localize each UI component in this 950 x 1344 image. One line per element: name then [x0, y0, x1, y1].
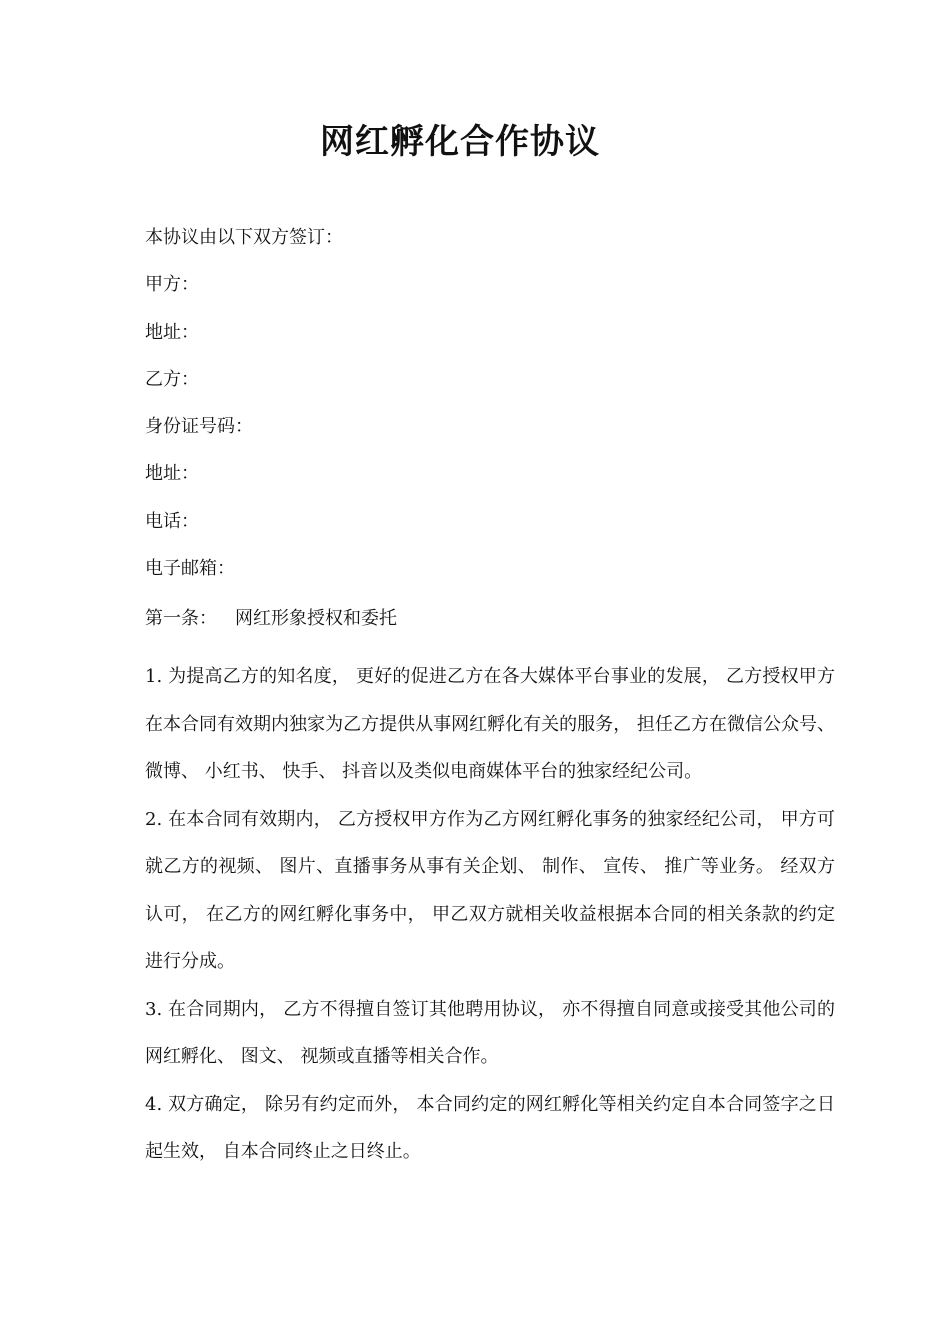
clause-2: [145, 796, 835, 986]
clause-4-text: 4. 双方确定， 除另有约定而外， 本合同约定的网红孵化等相关约定自本合同签字之日起生效， 自本合同终止之日终止。: [145, 1093, 835, 1162]
clause-4: [145, 1081, 835, 1176]
article-1-section: [145, 607, 835, 1176]
party-b-id-number-label: 身份证号码：: [145, 416, 253, 438]
article-1-heading: [145, 607, 835, 631]
clause-3-text: 3. 在合同期内， 乙方不得擅自签订其他聘用协议， 亦不得擅自同意或接受其他公司的网红孵化、 图文、 视频或直播等相关合作。: [145, 998, 835, 1067]
article-1-title: 网红形象授权和委托: [235, 608, 397, 629]
article-1-number: 第一条：: [145, 608, 217, 629]
clause-1-text: 1. 为提高乙方的知名度， 更好的促进乙方在各大媒体平台事业的发展， 乙方授权甲方在本合同有效期内独家为乙方提供从事网红孵化有关的服务， 担任乙方在微信公众号、 微博、 小红书、 快手、 抖音以及类似电商媒体平台的独家经纪公司。: [145, 666, 835, 782]
party-a-address-label: 地址：: [145, 321, 199, 343]
party-a-label: 甲方：: [145, 274, 199, 296]
clause-3: [145, 986, 835, 1081]
party-b-label: 乙方：: [145, 368, 199, 390]
party-b-email-label: 电子邮箱：: [145, 558, 235, 580]
party-b-address-label: 地址：: [145, 463, 199, 485]
clause-1: [145, 653, 835, 796]
clause-2-text: 2. 在本合同有效期内， 乙方授权甲方作为乙方网红孵化事务的独家经纪公司， 甲方可就乙方的视频、 图片、直播事务从事有关企划、 制作、 宣传、 推广等业务。 经双方认可， 在乙方的网红孵化事务中， 甲乙双方就相关收益根据本合同的相关条款的约定进行分成。: [145, 808, 835, 972]
document-title: 网红孵化合作协议: [320, 122, 600, 162]
party-info-section: [145, 226, 835, 604]
party-b-phone-label: 电话：: [145, 510, 199, 532]
intro-line: 本协议由以下双方签订：: [145, 227, 343, 248]
